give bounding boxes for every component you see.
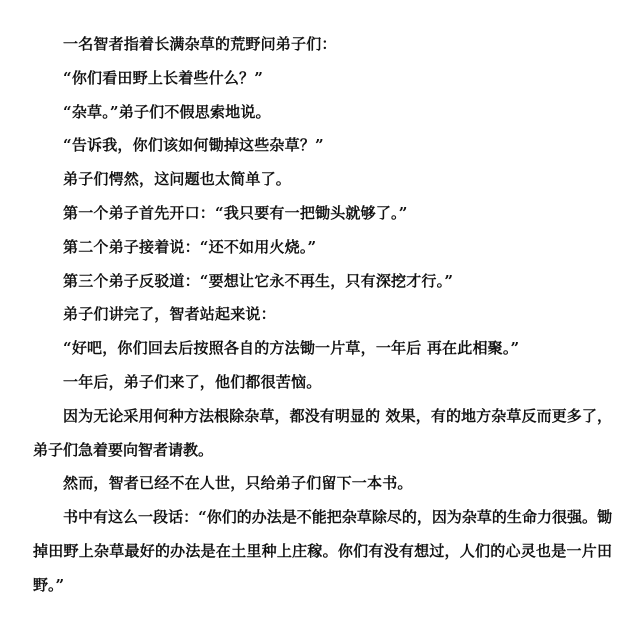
paragraph-5: 弟子们愕然，这问题也太简单了。 bbox=[63, 170, 292, 189]
paragraph-4: “告诉我，你们该如何锄掉这些杂草？” bbox=[63, 136, 324, 155]
paragraph-7: 第二个弟子接着说：“还不如用火烧。” bbox=[63, 237, 317, 256]
paragraph-2: “你们看田野上长着些什么？” bbox=[63, 68, 264, 87]
paragraph-8: 第三个弟子反驳道：“要想让它永不再生，只有深挖才行。” bbox=[63, 271, 454, 290]
paragraph-12: 因为无论采用何种方法根除杂草，都没有明显的 效果，有的地方杂草反而更多了，弟子们急着要向智者请教。 bbox=[33, 406, 612, 459]
paragraph-13: 然而，智者已经不在人世，只给弟子们留下一本书。 bbox=[63, 474, 413, 493]
paragraph-14: 书中有这么一段话：“你们的办法是不能把杂草除尽的，因为杂草的生命力很强。锄掉田野上杂草最好的办法是在土里种上庄稼。你们有没有想过，人们的心灵也是一片田野。” bbox=[33, 508, 612, 594]
paragraph-6: 第一个弟子首先开口：“我只要有一把锄头就够了。” bbox=[63, 203, 408, 222]
paragraph-9: 弟子们讲完了，智者站起来说： bbox=[63, 305, 276, 324]
paragraph-3: “杂草。”弟子们不假思索地说。 bbox=[63, 102, 271, 121]
paragraph-1: 一名智者指着长满杂草的荒野问弟子们： bbox=[63, 35, 337, 53]
paragraph-11: 一年后，弟子们来了，他们都很苦恼。 bbox=[63, 372, 322, 391]
paragraph-10: “好吧，你们回去后按照各自的方法锄一片草，一年后 再在此相聚。” bbox=[63, 339, 520, 358]
